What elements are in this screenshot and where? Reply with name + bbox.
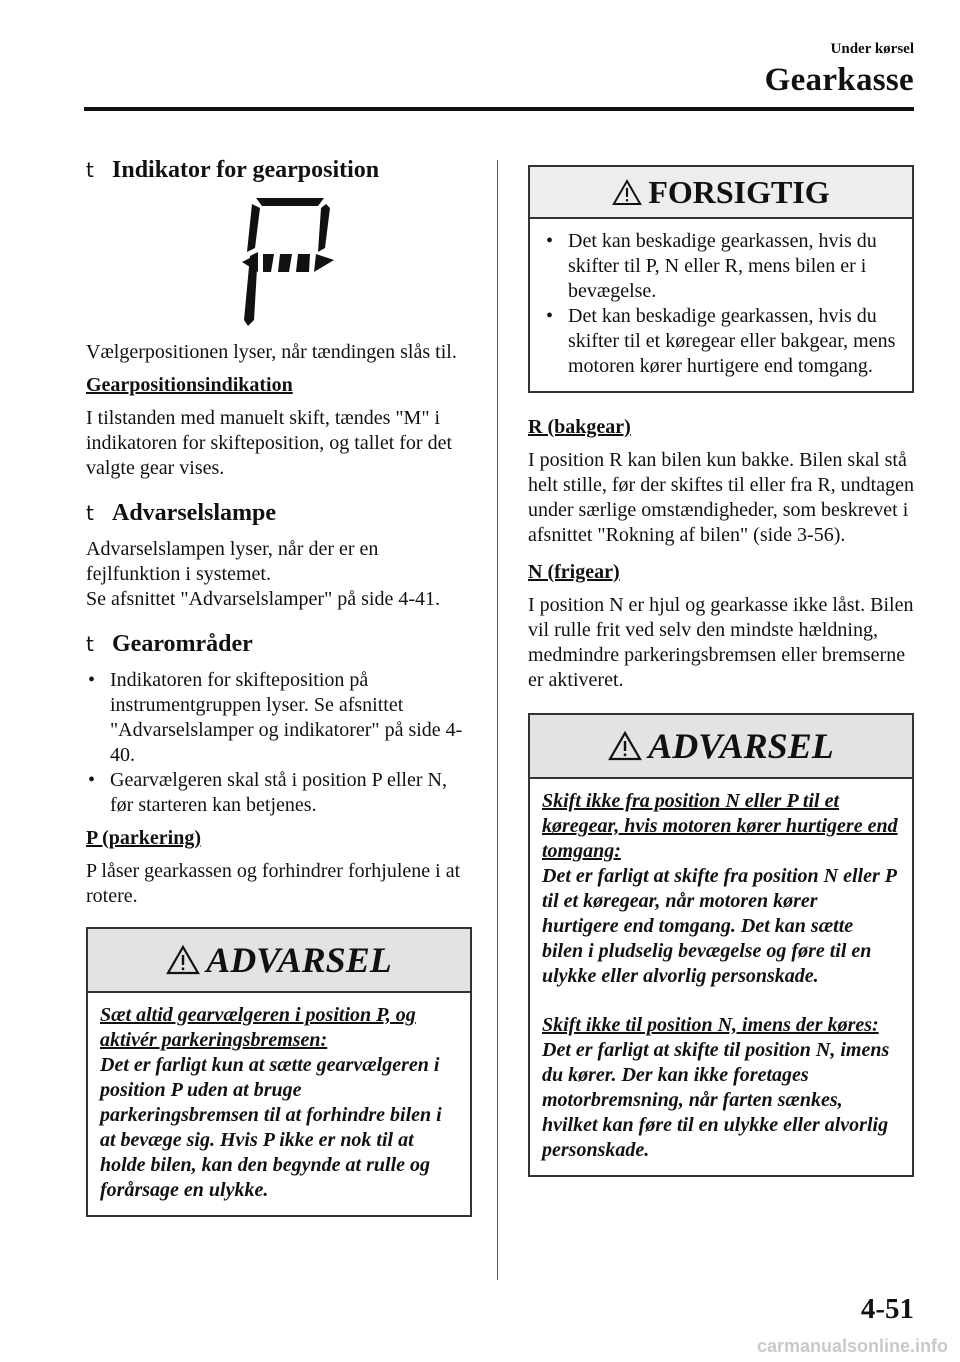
subheading-park: P (parkering) — [86, 827, 201, 849]
paragraph: I position R kan bilen kun bakke. Bilen skal stå helt stille, før der skiftes til eller fra R, undtagen under særlige omstændigheder, som beskrevet i afsnittet "Rokning af bilen" (side 3-56). — [528, 449, 914, 546]
paragraph: I tilstanden med manuelt skift, tændes "M" i indikatoren for skifteposition, og tallet for det valgte gear vises. — [86, 407, 453, 479]
warning-lead: Skift ikke fra position N eller P til et køregear, hvis motoren kører hurtigere end tomgang: — [542, 790, 898, 862]
warning-box-body — [88, 993, 470, 1215]
subheading-gear-position-indication: Gearpositionsindikation — [86, 374, 293, 396]
section-marker-icon: t — [86, 501, 94, 525]
bullet-list — [544, 229, 898, 379]
warning-text: Det er farligt at skifte fra position N eller P til et køregear, når motoren kører hurtigere end tomgang. Det kan sætte bilen i pludselig bevægelse og føre til en ulykke eller alvorlig personskade. — [542, 865, 897, 987]
warning-triangle-icon — [608, 731, 642, 761]
caution-box-title: FORSIGTIG — [648, 173, 830, 210]
caution-box — [528, 165, 914, 393]
warning-text: Det er farligt at skifte til position N, imens du kører. Der kan ikke foretages motorbremsning, når farten sænkes, hvilket kan føre til en ulykke eller alvorlig personskade. — [542, 1039, 890, 1161]
section-marker-icon: t — [86, 632, 94, 656]
paragraph: Vælgerpositionen lyser, når tændingen slås til. — [86, 341, 457, 363]
section-heading — [86, 630, 472, 658]
subheading-neutral: N (frigear) — [528, 561, 620, 583]
left-column — [86, 156, 472, 1217]
column-divider — [497, 160, 498, 1280]
chapter-title: Gearkasse — [764, 62, 914, 98]
warning-box — [528, 713, 914, 1177]
warning-box-body — [530, 779, 912, 1175]
section-marker-icon: t — [86, 158, 94, 182]
warning-box-header — [88, 929, 470, 993]
warning-triangle-icon — [612, 179, 642, 206]
section-heading — [86, 499, 472, 527]
list-item: • Det kan beskadige gearkassen, hvis du skifter til P, N eller R, mens bilen er i bevægelse. — [544, 229, 898, 304]
paragraph: Se afsnittet "Advarselslamper" på side 4-41. — [86, 588, 441, 610]
warning-box-title: ADVARSEL — [206, 939, 392, 980]
paragraph: P låser gearkassen og forhindrer forhjulene i at rotere. — [86, 860, 461, 907]
warning-box-header — [530, 715, 912, 779]
right-column — [528, 165, 914, 1177]
warning-triangle-icon — [166, 945, 200, 975]
paragraph: Advarselslampen lyser, når der er en fejlfunktion i systemet. — [86, 538, 379, 585]
caution-box-header — [530, 167, 912, 219]
warning-box — [86, 927, 472, 1217]
warning-lead: Sæt altid gearvælgeren i position P, og aktivér parkeringsbremsen: — [100, 1004, 416, 1051]
list-item: • Gearvælgeren skal stå i position P eller N, før starteren kan betjenes. — [86, 768, 472, 818]
warning-box-title: ADVARSEL — [648, 725, 834, 766]
list-item: • Det kan beskadige gearkassen, hvis du skifter til et køregear eller bakgear, mens motoren kører hurtigere end tomgang. — [544, 304, 898, 379]
page-number: 4-51 — [860, 1293, 914, 1325]
list-item: • Indikatoren for skifteposition på instrumentgruppen lyser. Se afsnittet "Advarselslamper og indikatorer" på side 4-40. — [86, 668, 472, 768]
section-title-gear-indicator: Indikator for gearposition — [112, 157, 380, 183]
running-header-section: Under kørsel — [830, 41, 914, 57]
bullet-list — [86, 668, 472, 818]
section-heading — [86, 156, 472, 184]
p-gear-indicator-icon — [236, 194, 346, 330]
subheading-reverse: R (bakgear) — [528, 416, 631, 438]
watermark: carmanualsonline.info — [756, 1336, 948, 1356]
section-title-gear-ranges: Gearområder — [112, 631, 253, 657]
caution-box-body — [530, 219, 912, 391]
warning-lead: Skift ikke til position N, imens der køres: — [542, 1014, 879, 1036]
warning-text: Det er farligt kun at sætte gearvælgeren i position P uden at bruge parkeringsbremsen til at forhindre bilen i at bevæge sig. Hvis P ikke er nok til at holde bilen, kan den begynde at rulle og forårsage en ulykke. — [100, 1054, 442, 1201]
section-title-warning-lamp: Advarselslampe — [112, 500, 276, 526]
paragraph: I position N er hjul og gearkasse ikke låst. Bilen vil rulle frit ved selv den mindste hældning, medmindre parkeringsbremsen eller bremserne er aktiveret. — [528, 594, 914, 691]
header-rule — [84, 107, 914, 111]
